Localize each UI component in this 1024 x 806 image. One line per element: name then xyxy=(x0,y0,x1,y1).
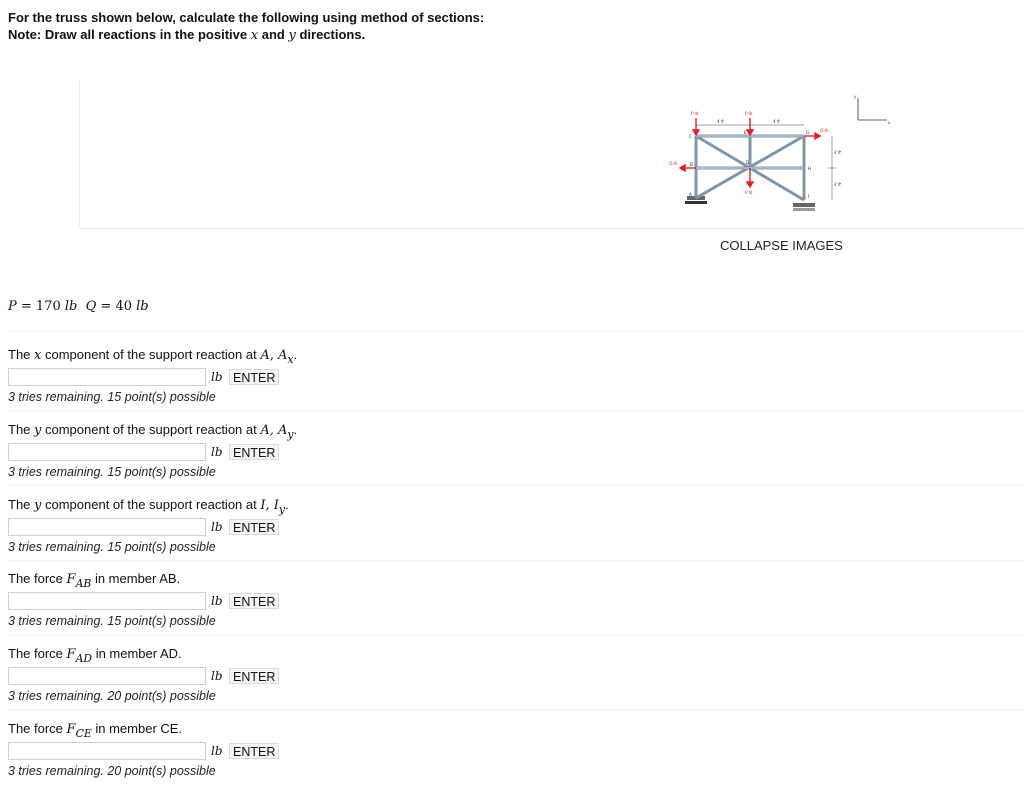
note-suffix: directions. xyxy=(299,27,366,42)
tries-remaining: 3 tries remaining. 15 point(s) possible xyxy=(8,390,216,404)
collapse-images-button[interactable]: COLLAPSE IMAGES xyxy=(720,238,843,253)
answer-input-fad[interactable] xyxy=(8,667,206,685)
question-prompt: The force $F_{CE}$ in member CE. xyxy=(8,721,183,740)
unit-label: lb xyxy=(211,594,223,608)
question-prompt: The y component of the support reaction at I, $I_y$. xyxy=(8,497,289,516)
divider xyxy=(8,710,1024,711)
load-Q-label-2: Q lb xyxy=(669,161,678,166)
param-Q-value: = 40 xyxy=(96,299,137,314)
question-prompt: The force $F_{AB}$ in member AB. xyxy=(8,571,181,590)
node-D: D xyxy=(746,160,750,165)
node-H: H xyxy=(808,166,812,171)
answer-input-fab[interactable] xyxy=(8,592,206,610)
dim-3ft-1: 3 ft xyxy=(834,150,841,155)
enter-button-fab[interactable]: ENTER xyxy=(229,593,279,609)
question-ax xyxy=(8,346,1018,404)
question-prompt: The x component of the support reaction at A, $A_x$. xyxy=(8,347,298,366)
load-P-label-3: P lb xyxy=(745,190,753,195)
param-Q-unit: lb xyxy=(136,299,149,314)
unit-label: lb xyxy=(211,445,223,459)
question-ay xyxy=(8,421,1018,479)
intro-line1: For the truss shown below, calculate the following using method of sections: xyxy=(8,10,485,25)
axis-y-label: y xyxy=(854,94,857,99)
intro-note xyxy=(8,26,484,44)
node-C: C xyxy=(689,134,692,139)
param-P-value: = 170 xyxy=(16,299,65,314)
support-I-icon xyxy=(793,203,815,211)
unit-label: lb xyxy=(211,520,223,534)
node-B: B xyxy=(690,162,693,167)
note-x: x xyxy=(250,28,259,43)
question-fab xyxy=(8,570,1018,628)
node-E: E xyxy=(744,130,747,135)
load-Q-label-1: Q lb xyxy=(820,128,829,133)
note-y: y xyxy=(288,28,296,43)
answer-input-ay[interactable] xyxy=(8,443,206,461)
note-and: and xyxy=(261,27,285,42)
enter-button-fce[interactable]: ENTER xyxy=(229,743,279,759)
load-P-label-1: P lb xyxy=(691,111,699,116)
given-parameters xyxy=(8,299,149,314)
param-Q-symbol: Q xyxy=(85,299,97,314)
question-fad xyxy=(8,645,1018,703)
dim-3ft-2: 3 ft xyxy=(834,182,841,187)
question-prompt: The force $F_{AD}$ in member AD. xyxy=(8,646,182,665)
node-G: G xyxy=(806,130,810,135)
dim-4ft-2: 4 ft xyxy=(773,119,780,124)
tries-remaining: 3 tries remaining. 15 point(s) possible xyxy=(8,465,216,479)
enter-button-ay[interactable]: ENTER xyxy=(229,444,279,460)
divider xyxy=(8,485,1024,486)
question-iy xyxy=(8,496,1018,554)
question-fce xyxy=(8,720,1018,778)
answer-input-fce[interactable] xyxy=(8,742,206,760)
divider xyxy=(8,410,1024,411)
truss-diagram xyxy=(665,88,895,218)
unit-label: lb xyxy=(211,744,223,758)
param-P-unit: lb xyxy=(64,299,78,314)
unit-label: lb xyxy=(211,370,223,384)
divider xyxy=(8,635,1024,636)
axes-icon xyxy=(858,98,887,120)
node-I: I xyxy=(808,194,810,199)
question-prompt: The y component of the support reaction at A, $A_y$. xyxy=(8,422,298,441)
unit-label: lb xyxy=(211,669,223,683)
answer-input-ax[interactable] xyxy=(8,368,206,386)
axis-x-label: x xyxy=(888,120,891,125)
divider xyxy=(8,560,1024,561)
dim-4ft-1: 4 ft xyxy=(717,119,724,124)
note-prefix: Note: Draw all reactions in the positive xyxy=(8,27,248,42)
enter-button-iy[interactable]: ENTER xyxy=(229,519,279,535)
tries-remaining: 3 tries remaining. 15 point(s) possible xyxy=(8,614,216,628)
param-P-symbol: P xyxy=(8,299,17,314)
answer-input-iy[interactable] xyxy=(8,518,206,536)
load-P-label-2: P lb xyxy=(745,111,753,116)
enter-button-fad[interactable]: ENTER xyxy=(229,668,279,684)
enter-button-ax[interactable]: ENTER xyxy=(229,369,279,385)
tries-remaining: 3 tries remaining. 15 point(s) possible xyxy=(8,540,216,554)
tries-remaining: 3 tries remaining. 20 point(s) possible xyxy=(8,764,216,778)
divider xyxy=(8,331,1024,332)
node-A: A xyxy=(689,192,692,197)
problem-intro xyxy=(8,9,484,44)
tries-remaining: 3 tries remaining. 20 point(s) possible xyxy=(8,689,216,703)
